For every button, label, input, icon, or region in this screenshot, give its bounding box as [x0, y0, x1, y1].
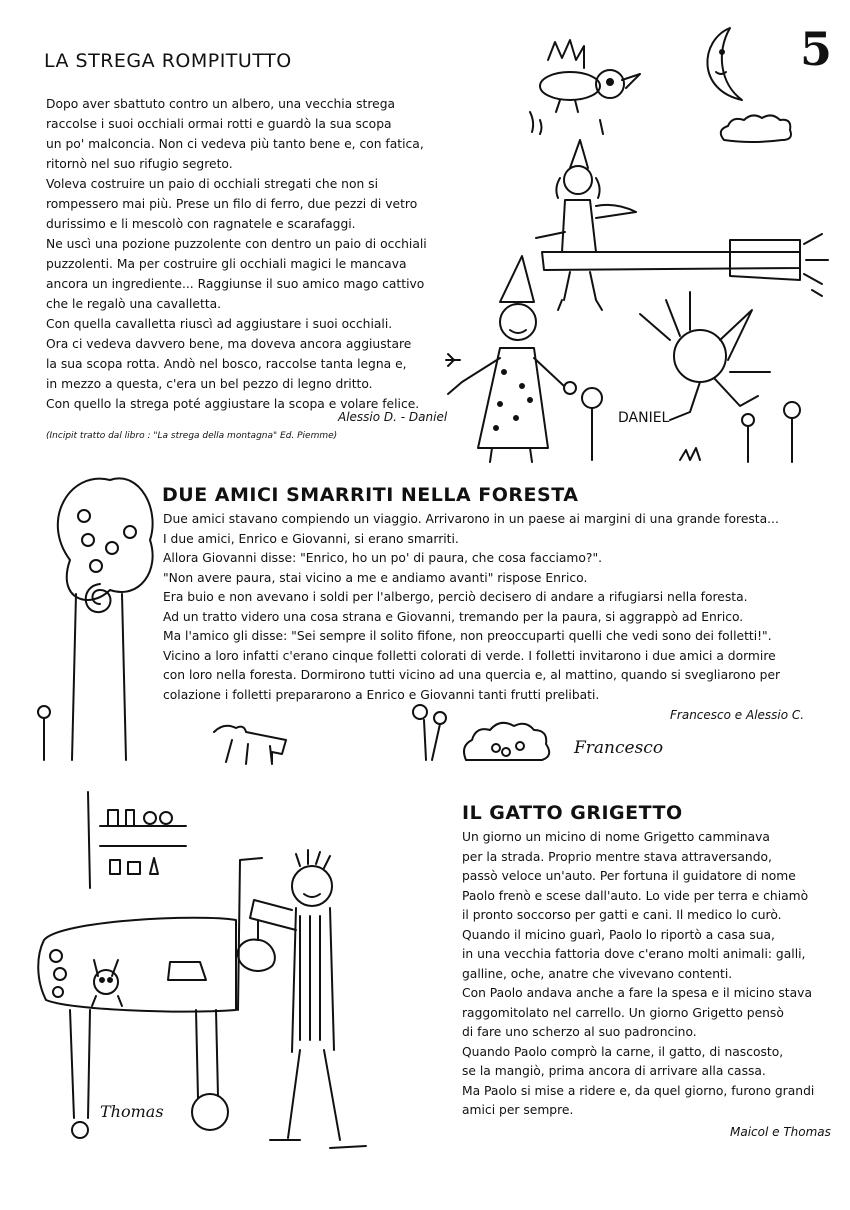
page-number: 5 — [800, 22, 833, 76]
bird-drawing — [530, 40, 640, 134]
dog-drawing — [214, 726, 286, 764]
grasshopper-drawing — [640, 292, 770, 420]
story-source: (Incipit tratto dal libro : "La strega della montagna" Ed. Piemme) — [46, 431, 338, 441]
story-line: durissimo e li mescolò con ragnatele e scarafaggi. — [46, 217, 356, 231]
moon-drawing — [707, 28, 742, 100]
story-line: Con Paolo andava anche a fare la spesa e il micino stava — [462, 986, 812, 1000]
story-line: Dopo aver sbattuto contro un albero, una vecchia strega — [46, 97, 396, 111]
story-line: Quando Paolo comprò la carne, il gatto, di nascosto, — [462, 1044, 784, 1059]
story-line: in una vecchia fattoria dove c'erano molti animali: galli, — [462, 947, 806, 961]
flower-drawing — [38, 706, 50, 760]
story-author-strega: Alessio D. - Daniel — [338, 410, 448, 424]
story-line: Due amici stavano compiendo un viaggio. Arrivarono in un paese ai margini di una grande foresta... — [163, 512, 779, 526]
shelf-drawing — [88, 792, 186, 888]
story-line: raccolse i suoi occhiali ormai rotti e guardò la sua scopa — [46, 117, 392, 131]
story-line: amici per sempre. — [462, 1103, 574, 1117]
story-line: Ora ci vedeva davvero bene, ma doveva ancora aggiustare — [46, 337, 412, 351]
man-drawing — [238, 850, 366, 1148]
story-line: Un giorno un micino di nome Grigetto camminava — [462, 830, 770, 844]
story-title-gatto: IL GATTO GRIGETTO — [462, 802, 683, 824]
tree-drawing — [58, 478, 153, 760]
story-line: rompessero mai più. Prese un filo di ferro, due pezzi di vetro — [46, 197, 418, 211]
story-author-gatto: Maicol e Thomas — [730, 1125, 831, 1139]
signature-thomas: Thomas — [100, 1102, 164, 1121]
shopping-cart-drawing — [38, 858, 262, 1138]
story-line: Ma l'amico gli disse: "Sei sempre il solito fifone, non preoccuparti quelli che vedi sono dei folletti!". — [163, 629, 772, 643]
bush-drawing — [413, 705, 549, 760]
story-title-strega: LA STREGA ROMPITUTTO — [44, 50, 292, 72]
story-line: Con quella cavalletta riuscì ad aggiustare i suoi occhiali. — [46, 317, 393, 331]
cloud-drawing — [721, 115, 791, 142]
story-line: Ma Paolo si mise a ridere e, da quel giorno, furono grandi — [462, 1083, 815, 1098]
story-line: Ad un tratto videro una cosa strana e Giovanni, tremando per la paura, si aggrappò ad Enrico. — [163, 609, 744, 624]
wizard-drawing — [446, 256, 576, 462]
story-line: la sua scopa rotta. Andò nel bosco, raccolse tanta legna e, — [46, 357, 407, 371]
story-line: in mezzo a questa, c'era un bel pezzo di legno dritto. — [46, 377, 373, 391]
story-author-amici: Francesco e Alessio C. — [670, 708, 805, 722]
story-line: Allora Giovanni disse: "Enrico, ho un po' di paura, che cosa facciamo?". — [163, 551, 603, 565]
story-line: il pronto soccorso per gatti e cani. Il medico lo curò. — [462, 908, 782, 922]
story-line: se la mangiò, prima ancora di arrivare alla cassa. — [462, 1064, 766, 1078]
flower-drawing — [582, 388, 800, 462]
signature-francesco: Francesco — [574, 738, 664, 758]
story-line: "Non avere paura, stai vicino a me e andiamo avanti" rispose Enrico. — [163, 570, 588, 585]
story-line: ritornò nel suo rifugio segreto. — [46, 157, 233, 171]
story-line: I due amici, Enrico e Giovanni, si erano smarriti. — [163, 531, 459, 546]
story-line: raggomitolato nel carrello. Un giorno Grigetto pensò — [462, 1005, 784, 1020]
story-title-amici: DUE AMICI SMARRITI NELLA FORESTA — [162, 484, 579, 506]
story-line: Vicino a loro infatti c'erano cinque folletti colorati di verde. I folletti invitarono i due amici a dormire — [163, 648, 776, 663]
witch-on-broom-drawing — [536, 140, 828, 310]
story-line: di fare uno scherzo al suo padroncino. — [462, 1025, 697, 1039]
story-line: con loro nella foresta. Dormirono tutti vicino ad una quercia e, al mattino, quando si svegliarono per — [163, 668, 781, 682]
story-line: puzzolenti. Ma per costruire gli occhiali magici le mancava — [46, 257, 407, 271]
story-line: Ne uscì una pozione puzzolente con dentro un paio di occhiali — [46, 237, 427, 251]
story-line: Quando il micino guarì, Paolo lo riportò a casa sua, — [462, 927, 775, 942]
story-line: Con quello la strega poté aggiustare la scopa e volare felice. — [46, 397, 420, 411]
story-line: colazione i folletti prepararono a Enrico e Giovanni tanti frutti prelibati. — [163, 687, 600, 702]
story-line: galline, oche, anatre che vivevano contenti. — [462, 966, 733, 981]
cat-drawing — [92, 960, 122, 1006]
story-line: un po' malconcia. Non ci vedeva più tanto bene e, con fatica, — [46, 137, 424, 151]
story-line: per la strada. Proprio mentre stava attraversando, — [462, 849, 772, 864]
story-line: che le regalò una cavalletta. — [46, 297, 222, 311]
story-line: Paolo frenò e scese dall'auto. Lo vide per terra e chiamò — [462, 888, 809, 903]
story-line: ancora un ingrediente... Raggiunse il suo amico mago cattivo — [46, 277, 425, 291]
story-line: passò veloce un'auto. Per fortuna il guidatore di nome — [462, 869, 796, 883]
signature-daniel: DANIEL — [618, 410, 670, 426]
story-line: Era buio e non avevano i soldi per l'albergo, perciò decisero di andare a rifugiarsi nella foresta. — [163, 590, 748, 604]
story-line: Voleva costruire un paio di occhiali stregati che non si — [46, 177, 379, 191]
